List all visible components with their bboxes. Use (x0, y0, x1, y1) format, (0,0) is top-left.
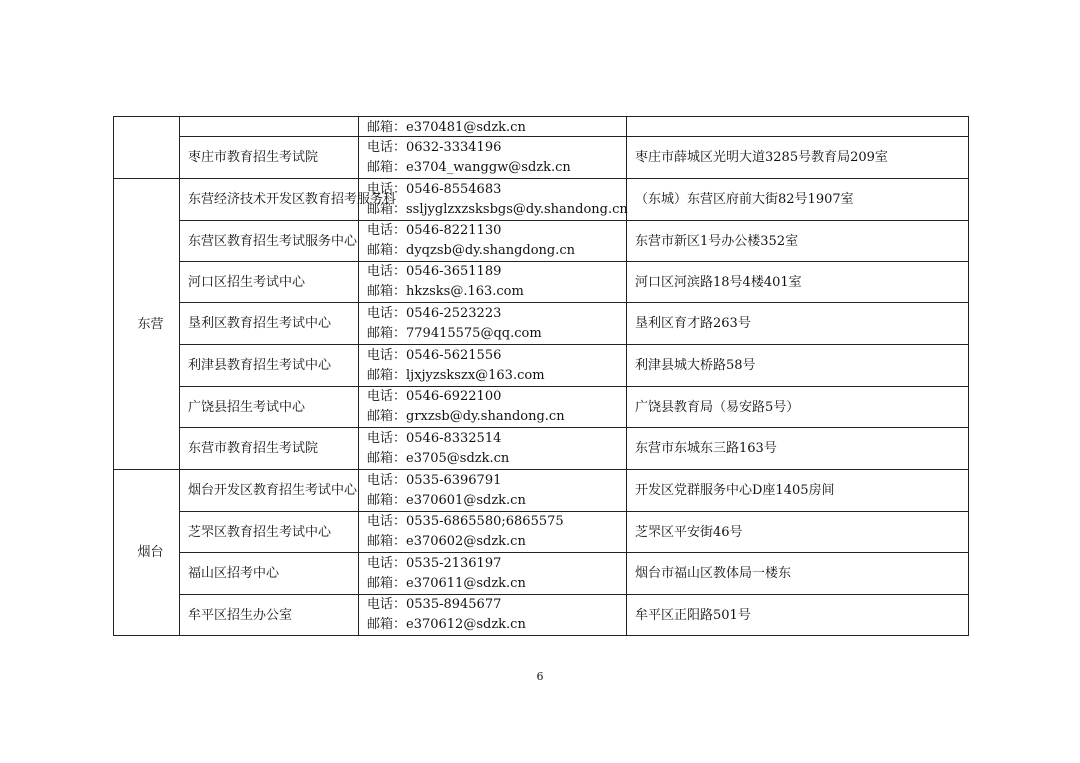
phone-text: 电话：0632-3334196 (367, 139, 502, 155)
table-row (114, 221, 969, 262)
phone-text: 电话：0535-6396791 (367, 472, 502, 488)
email-text: 邮箱：ssljyglzxzsksbgs@dy.shandong.cn (367, 201, 628, 217)
table-row (114, 345, 969, 387)
table-row (114, 428, 969, 470)
phone-text: 电话：0546-8221130 (367, 223, 502, 238)
email-text: 邮箱：e3705@sdzk.cn (367, 450, 510, 466)
address-cell: 开发区党群服务中心D座1405房间 (627, 470, 969, 512)
contact-cell (359, 595, 627, 636)
org-cell: 芝罘区教育招生考试中心 (180, 512, 359, 553)
address-cell: 芝罘区平安街46号 (627, 512, 969, 553)
address-cell: 广饶县教育局（易安路5号） (627, 387, 969, 428)
org-cell: 枣庄市教育招生考试院 (180, 137, 359, 179)
table-row (114, 137, 969, 179)
address-cell: 东营市新区1号办公楼352室 (627, 221, 969, 262)
table-row (114, 117, 969, 137)
contact-cell (359, 428, 627, 470)
email-text: 邮箱：grxzsb@dy.shandong.cn (367, 409, 565, 424)
contact-cell (359, 137, 627, 179)
address-cell: 烟台市福山区教体局一楼东 (627, 553, 969, 595)
org-cell: 福山区招考中心 (180, 553, 359, 595)
address-cell: 河口区河滨路18号4楼401室 (627, 262, 969, 303)
email-text: 邮箱：e370481@sdzk.cn (367, 119, 526, 135)
table-row (114, 553, 969, 595)
table-row (114, 303, 969, 345)
contact-cell (359, 345, 627, 387)
org-cell: 利津县教育招生考试中心 (180, 345, 359, 387)
email-text: 邮箱：e370612@sdzk.cn (367, 617, 526, 632)
table-row (114, 262, 969, 303)
email-text: 邮箱：dyqzsb@dy.shangdong.cn (367, 243, 576, 258)
email-text: 邮箱：hkzsks@.163.com (367, 284, 524, 299)
address-cell (627, 117, 969, 137)
city-cell: 烟台 (114, 470, 180, 636)
address-cell: 牟平区正阳路501号 (627, 595, 969, 636)
email-text: 邮箱：e3704_wanggw@sdzk.cn (367, 159, 571, 175)
address-cell: 东营市东城东三路163号 (627, 428, 969, 470)
org-cell: 东营经济技术开发区教育招考服务科 (180, 179, 359, 221)
phone-text: 电话：0546-8554683 (367, 181, 502, 197)
table-row (114, 387, 969, 428)
city-cell (114, 117, 180, 179)
table-row (114, 179, 969, 221)
contact-cell (359, 221, 627, 262)
address-cell: 枣庄市薛城区光明大道3285号教育局209室 (627, 137, 969, 179)
org-cell: 烟台开发区教育招生考试中心 (180, 470, 359, 512)
contact-cell (359, 179, 627, 221)
org-cell (180, 117, 359, 137)
phone-text: 电话：0546-8332514 (367, 430, 502, 446)
contact-cell (359, 512, 627, 553)
city-cell: 东营 (114, 179, 180, 470)
phone-text: 电话：0535-6865580;6865575 (367, 514, 564, 529)
contact-cell (359, 470, 627, 512)
phone-text: 电话：0546-6922100 (367, 389, 502, 404)
email-text: 邮箱：e370602@sdzk.cn (367, 534, 526, 549)
email-text: 邮箱：ljxjyzskszx@163.com (367, 367, 545, 383)
contact-table (113, 116, 969, 636)
page-number: 6 (536, 670, 544, 683)
phone-text: 电话：0535-8945677 (367, 597, 502, 612)
org-cell: 牟平区招生办公室 (180, 595, 359, 636)
email-text: 邮箱：e370601@sdzk.cn (367, 492, 526, 508)
phone-text: 电话：0546-5621556 (367, 347, 502, 363)
table-row (114, 512, 969, 553)
contact-cell (359, 303, 627, 345)
org-cell: 广饶县招生考试中心 (180, 387, 359, 428)
phone-text: 电话：0535-2136197 (367, 555, 502, 571)
phone-text: 电话：0546-2523223 (367, 305, 502, 321)
org-cell: 垦利区教育招生考试中心 (180, 303, 359, 345)
table-row (114, 595, 969, 636)
org-cell: 河口区招生考试中心 (180, 262, 359, 303)
table-row (114, 470, 969, 512)
contact-cell (359, 117, 627, 137)
org-cell: 东营区教育招生考试服务中心 (180, 221, 359, 262)
email-text: 邮箱：779415575@qq.com (367, 325, 542, 341)
contact-cell (359, 262, 627, 303)
org-cell: 东营市教育招生考试院 (180, 428, 359, 470)
phone-text: 电话：0546-3651189 (367, 264, 502, 279)
contact-cell (359, 387, 627, 428)
address-cell: 垦利区育才路263号 (627, 303, 969, 345)
contact-cell (359, 553, 627, 595)
address-cell: （东城）东营区府前大街82号1907室 (627, 179, 969, 221)
address-cell: 利津县城大桥路58号 (627, 345, 969, 387)
email-text: 邮箱：e370611@sdzk.cn (367, 575, 526, 591)
